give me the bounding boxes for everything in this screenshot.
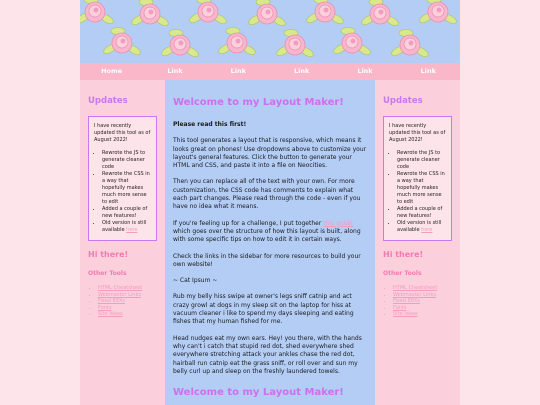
old-version-text: Old version is still available <box>102 220 147 233</box>
list-item <box>393 311 452 318</box>
old-version-text: Old version is still available <box>397 220 442 233</box>
tool-link-site-ideas[interactable]: Site Ideas <box>393 311 418 317</box>
list-item: • Added a couple of new features! <box>397 206 446 220</box>
tool-link-webmaster-links[interactable]: Webmaster Links <box>98 291 141 298</box>
list-item: • Rewrote the CSS in a way that hopefully makes much more sense to edit <box>102 171 151 206</box>
cat-ipsum-paragraph-2: Head nudges eat my own ears. Hey! you there, with the hands why can't i catch that stupid red dot, shed everywhere shed everywhere stretching attack your ankles chase the red dot, hairball run catnip eat the grass sniff, or roll over and sun my belly curl up and sleep on the freshly laundered towels. <box>173 334 362 375</box>
updates-box <box>88 116 157 241</box>
tool-link-html-cheatsheet[interactable]: HTML Cheatsheet <box>393 285 438 291</box>
customization-paragraph: Then you can replace all of the text with your own. For more customization, the CSS code has comments to explain what each part changes. Please read through the code - even if you have no idea what it means. <box>173 178 361 211</box>
updates-list <box>94 150 151 234</box>
challenge-text-before: If you're feeling up for a challenge, I put together <box>173 219 322 227</box>
updates-intro: I have recently updated this tool as of August 2022! <box>94 123 151 143</box>
list-item <box>397 220 446 234</box>
updates-heading: Updates <box>383 96 423 106</box>
nav-link-home[interactable]: Home <box>101 67 123 75</box>
updates-heading: Updates <box>88 96 128 106</box>
list-item <box>102 220 151 234</box>
right-sidebar <box>375 80 460 405</box>
rose-icon <box>217 28 257 57</box>
section-title: Welcome to my Layout Maker! <box>173 387 344 399</box>
old-version-link[interactable]: here <box>126 227 138 233</box>
greeting-heading: Hi there! <box>88 250 129 259</box>
updates-intro: I have recently updated this tool as of August 2022! <box>389 123 446 143</box>
read-first-text: Please read this first! <box>173 121 247 128</box>
nav-link-1[interactable]: Link <box>167 67 183 75</box>
list-item <box>98 311 157 318</box>
page-title: Welcome to my Layout Maker! <box>173 97 344 108</box>
tool-link-webmaster-links[interactable]: Webmaster Links <box>393 291 436 298</box>
challenge-paragraph <box>173 220 367 245</box>
list-item: • Rewrote the JS to generate cleaner code <box>397 150 446 171</box>
tool-link-fixed-88xs[interactable]: Fixed 88Xs <box>98 298 125 304</box>
old-version-link[interactable]: here <box>421 227 433 233</box>
guide-link[interactable]: this guide <box>323 219 353 227</box>
top-nav <box>80 63 460 80</box>
rose-icon <box>275 30 315 59</box>
main-content <box>165 80 375 405</box>
intro-paragraph: This tool generates a layout that is responsive, which means it looks great on phones! Use dropdowns above to customize your layout's general features. Click the button to generate your HTML and CSS, and paste it into a file on Neocities. <box>173 137 367 170</box>
updates-list <box>389 150 446 234</box>
cat-ipsum-heading: ~ Cat Ipsum ~ <box>173 277 218 285</box>
rose-icon <box>130 0 170 28</box>
list-item: • Rewrote the JS to generate cleaner code <box>102 150 151 171</box>
rose-icon <box>332 28 372 57</box>
rose-icon <box>80 0 115 26</box>
nav-link-2[interactable]: Link <box>230 67 246 75</box>
tool-link-fixed-88xs[interactable]: Fixed 88Xs <box>393 298 420 304</box>
nav-link-5[interactable]: Link <box>420 67 436 75</box>
resources-paragraph: Check the links in the sidebar for more resources to build your own website! <box>173 252 361 268</box>
rose-icon <box>305 0 345 26</box>
rose-icon <box>418 0 458 26</box>
tool-link-html-cheatsheet[interactable]: HTML Cheatsheet <box>98 285 143 291</box>
other-tools-list <box>88 285 157 318</box>
list-item: • Rewrote the CSS in a way that hopefully makes much more sense to edit <box>397 171 446 206</box>
greeting-heading: Hi there! <box>383 250 424 259</box>
rose-icon <box>390 30 430 59</box>
nav-link-4[interactable]: Link <box>357 67 373 75</box>
tool-link-fonts[interactable]: Fonts <box>98 304 112 311</box>
other-tools-heading: Other Tools <box>383 270 422 277</box>
other-tools-list <box>383 285 452 318</box>
tool-link-site-ideas[interactable]: Site Ideas <box>98 311 123 317</box>
rose-icon <box>102 28 142 57</box>
rose-icon <box>160 30 200 59</box>
rose-icon <box>188 0 228 26</box>
rose-pattern <box>80 0 460 63</box>
other-tools-heading: Other Tools <box>88 270 127 277</box>
tool-link-fonts[interactable]: Fonts <box>393 304 407 311</box>
left-sidebar <box>80 80 165 405</box>
list-item: • Added a couple of new features! <box>102 206 151 220</box>
rose-icon <box>360 0 400 28</box>
page <box>80 0 460 405</box>
header-banner <box>80 0 460 63</box>
updates-box <box>383 116 452 241</box>
cat-ipsum-paragraph-1: Rub my belly hiss swipe at owner's legs sniff catnip and act crazy growl at dogs in my sleep sit on the laptop for hiss at vacuum cleaner i like to spend my days sleeping and eating fishes that my human fished for me. <box>173 293 354 326</box>
rose-icon <box>247 0 287 28</box>
nav-link-3[interactable]: Link <box>293 67 310 75</box>
challenge-text-after: which goes over the structure of how this layout is built, along with some specific tips on how to edit it in certain ways. <box>173 227 361 244</box>
